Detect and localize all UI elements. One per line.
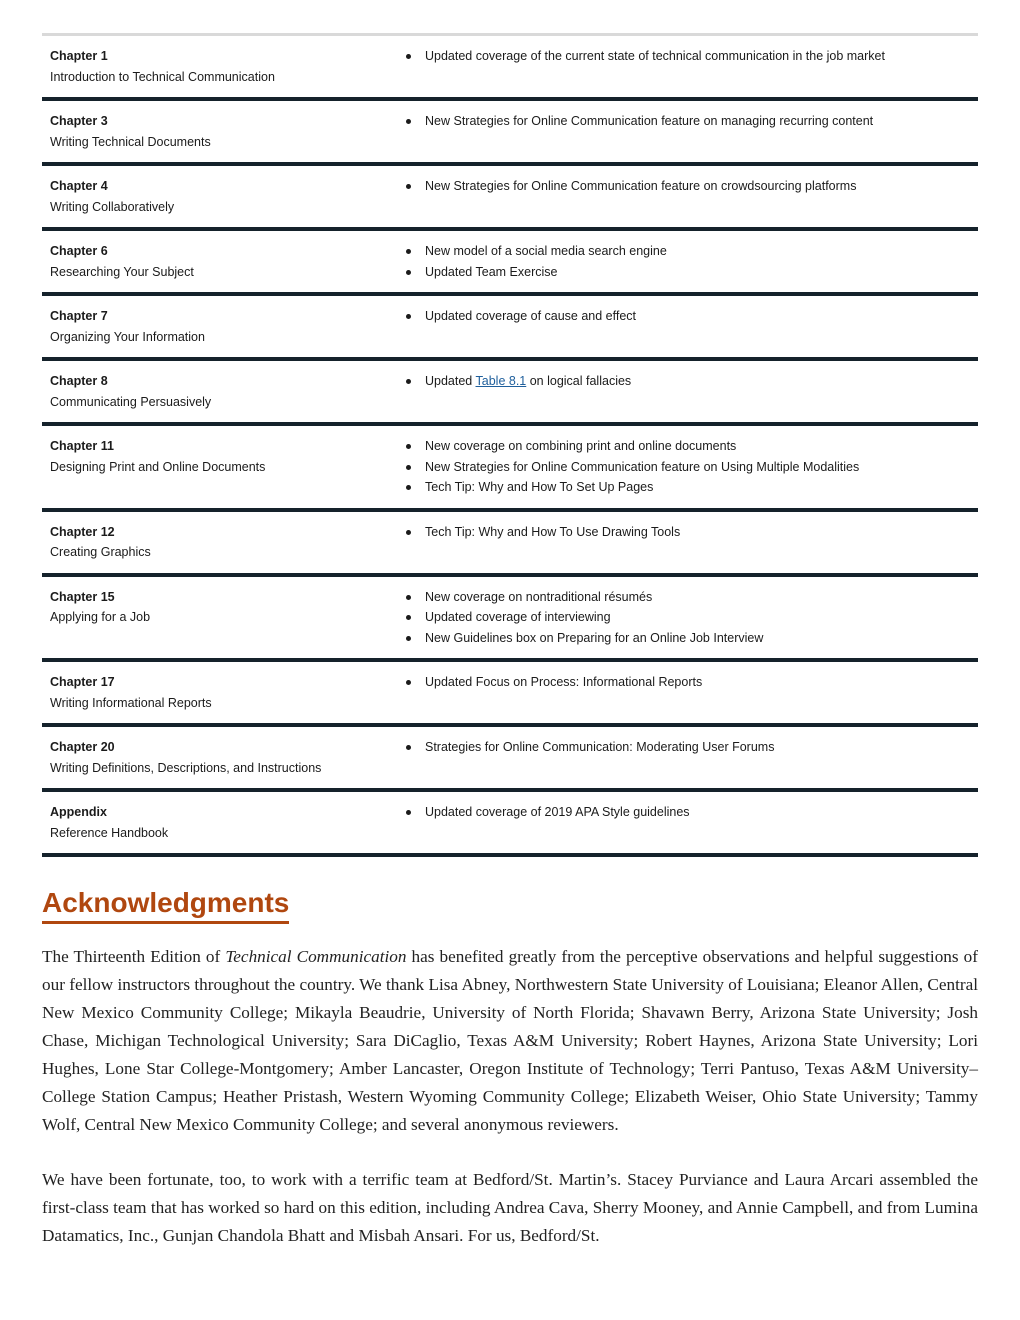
changes-list	[398, 587, 970, 649]
list-item: Strategies for Online Communication: Moderating User Forums	[425, 737, 970, 758]
changes-cell	[390, 229, 978, 294]
list-item: Updated coverage of 2019 APA Style guidelines	[425, 802, 970, 823]
chapter-cell	[42, 164, 390, 229]
chapter-cell	[42, 294, 390, 359]
chapter-title: Introduction to Technical Communication	[50, 69, 275, 84]
changes-cell	[390, 424, 978, 510]
chapter-cell	[42, 660, 390, 725]
changes-list	[398, 46, 970, 67]
list-item: New model of a social media search engine	[425, 241, 970, 262]
book-title: Technical Communication	[225, 947, 407, 966]
list-item-text: Updated	[425, 374, 476, 388]
table-row	[42, 660, 978, 725]
table-row	[42, 510, 978, 575]
changes-list	[398, 672, 970, 693]
chapter-title: Writing Technical Documents	[50, 134, 211, 149]
table-row	[42, 725, 978, 790]
chapter-number: Chapter 6	[50, 244, 108, 258]
changes-list	[398, 111, 970, 132]
chapter-title: Designing Print and Online Documents	[50, 459, 266, 474]
changes-list	[398, 436, 970, 498]
list-item: Tech Tip: Why and How To Use Drawing Tools	[425, 522, 970, 543]
chapter-title: Researching Your Subject	[50, 264, 194, 279]
list-item: Updated Team Exercise	[425, 262, 970, 283]
changes-list	[398, 306, 970, 327]
chapter-number: Chapter 1	[50, 49, 108, 63]
changes-cell	[390, 575, 978, 661]
chapter-number: Chapter 20	[50, 740, 115, 754]
changes-cell	[390, 359, 978, 424]
changes-cell	[390, 660, 978, 725]
chapter-number: Chapter 8	[50, 374, 108, 388]
changes-cell	[390, 294, 978, 359]
table-row	[42, 99, 978, 164]
table-row	[42, 35, 978, 100]
changes-cell	[390, 35, 978, 100]
table-8-1-link[interactable]: Table 8.1	[475, 374, 527, 388]
table-row	[42, 790, 978, 855]
chapter-cell	[42, 575, 390, 661]
acknowledgments-paragraph: We have been fortunate, too, to work with a terrific team at Bedford/St. Martin’s. Stacey Purviance and Laura Arcari assembled the first-class team that has worked so hard on this edition, including Andrea Cava, Sherry Mooney, and Annie Campbell, and from Lumina Datamatics, Inc., Gunjan Chandola Bhatt and Misbah Ansari. For us, Bedford/St.	[42, 1170, 978, 1245]
changes-list	[398, 241, 970, 282]
chapter-cell	[42, 424, 390, 510]
changes-cell	[390, 725, 978, 790]
changes-cell	[390, 510, 978, 575]
list-item: Updated Focus on Process: Informational Reports	[425, 672, 970, 693]
chapter-number: Appendix	[50, 805, 107, 819]
table-row	[42, 294, 978, 359]
changes-cell	[390, 99, 978, 164]
changes-list	[398, 802, 970, 823]
table-row	[42, 229, 978, 294]
chapter-number: Chapter 7	[50, 309, 108, 323]
changes-list	[398, 176, 970, 197]
list-item	[425, 371, 970, 392]
list-item: New Strategies for Online Communication feature on managing recurring content	[425, 111, 970, 132]
chapter-title: Creating Graphics	[50, 545, 151, 559]
changes-list	[398, 371, 970, 392]
page	[42, 33, 978, 1250]
table-row	[42, 424, 978, 510]
list-item: New Strategies for Online Communication feature on Using Multiple Modalities	[425, 457, 970, 478]
chapter-cell	[42, 790, 390, 855]
chapter-number: Chapter 11	[50, 439, 114, 453]
list-item: Updated coverage of cause and effect	[425, 306, 970, 327]
chapter-number: Chapter 3	[50, 114, 108, 128]
changes-cell	[390, 790, 978, 855]
chapter-cell	[42, 510, 390, 575]
chapter-cell	[42, 35, 390, 100]
list-item: Updated coverage of the current state of technical communication in the job market	[425, 46, 970, 67]
table-row	[42, 575, 978, 661]
list-item-text: on logical fallacies	[526, 374, 632, 388]
list-item: New coverage on nontraditional résumés	[425, 587, 970, 608]
chapter-number: Chapter 15	[50, 589, 115, 604]
chapter-title: Writing Informational Reports	[50, 695, 212, 710]
chapter-title: Reference Handbook	[50, 825, 169, 840]
chapter-changes-table	[42, 33, 978, 857]
list-item: New coverage on combining print and online documents	[425, 436, 970, 457]
table-row	[42, 359, 978, 424]
chapter-title: Organizing Your Information	[50, 329, 205, 344]
chapter-number: Chapter 12	[50, 524, 115, 539]
chapter-cell	[42, 725, 390, 790]
chapter-title: Writing Definitions, Descriptions, and Instructions	[50, 760, 322, 775]
changes-cell	[390, 164, 978, 229]
list-item: New Strategies for Online Communication feature on crowdsourcing platforms	[425, 176, 970, 197]
list-item: New Guidelines box on Preparing for an Online Job Interview	[425, 628, 970, 649]
chapter-number: Chapter 17	[50, 675, 115, 689]
chapter-title: Communicating Persuasively	[50, 394, 212, 409]
list-item: Tech Tip: Why and How To Set Up Pages	[425, 477, 970, 498]
chapter-cell	[42, 359, 390, 424]
changes-list	[398, 522, 970, 543]
paragraph-text: has benefited greatly from the perceptive observations and helpful suggestions of our fellow instructors throughout the country. We thank Lisa Abney, Northwestern State University of Louisiana; Eleanor Allen, Central New Mexico Community College; Mikayla Beaudrie, University of North Florida; Shavawn Berry, Arizona State University; Josh Chase, Michigan Technological University; Sara DiCaglio, Texas A&M University; Robert Haynes, Arizona State University; Lori Hughes, Lone Star College-Montgomery; Amber Lancaster, Oregon Institute of Technology; Terri Pantuso, Texas A&M University–College Station Campus; Heather Pristash, Western Wyoming Community College; Elizabeth Weiser, Ohio State University; Tammy Wolf, Central New Mexico Community College; and several anonymous reviewers.	[42, 947, 978, 1134]
changes-list	[398, 737, 970, 758]
list-item: Updated coverage of interviewing	[425, 607, 970, 628]
chapter-number: Chapter 4	[50, 179, 108, 193]
table-row	[42, 164, 978, 229]
acknowledgments-heading: Acknowledgments	[42, 886, 289, 924]
chapter-title: Writing Collaboratively	[50, 199, 175, 214]
chapter-title: Applying for a Job	[50, 610, 151, 624]
acknowledgments-paragraph	[42, 943, 978, 1139]
chapter-cell	[42, 229, 390, 294]
paragraph-text: The Thirteenth Edition of	[42, 947, 226, 966]
chapter-cell	[42, 99, 390, 164]
